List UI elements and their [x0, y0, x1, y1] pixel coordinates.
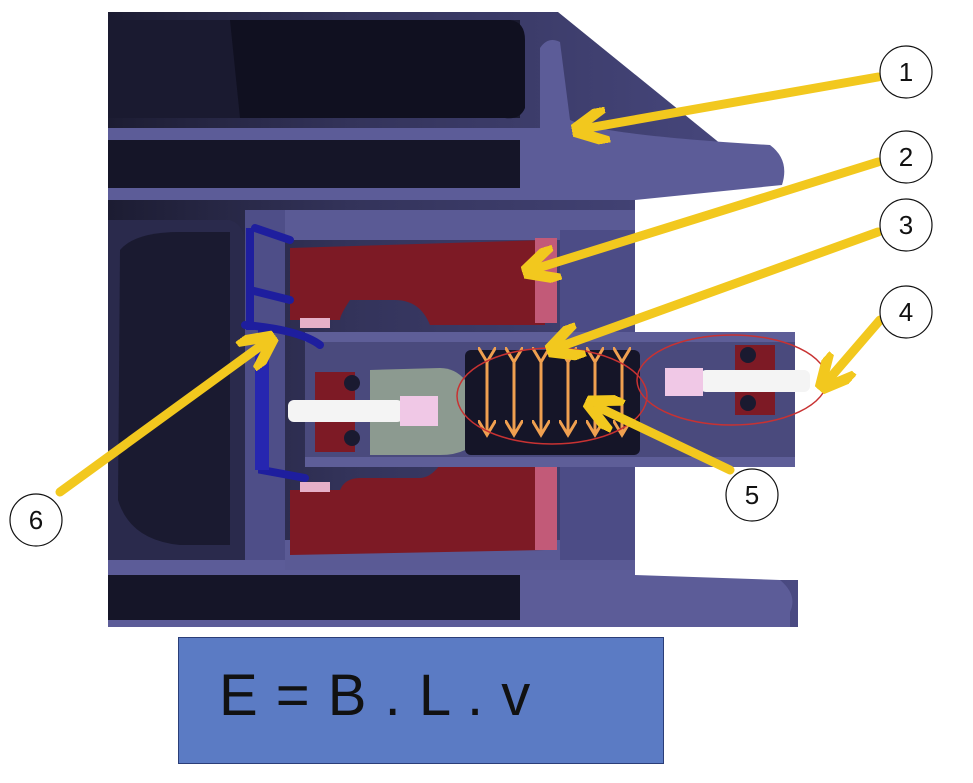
left-pin	[288, 400, 403, 422]
callout-1	[880, 46, 932, 98]
callout-label-1: 1	[898, 57, 914, 87]
callout-4	[880, 286, 932, 338]
callout-2	[880, 131, 932, 183]
callout-6	[10, 494, 62, 546]
callout-label-3: 3	[898, 210, 914, 240]
callout-5	[726, 469, 778, 521]
pole-piece-upper	[535, 238, 557, 323]
callout-label-2: 2	[898, 142, 914, 172]
callout-label-6: 6	[28, 505, 44, 535]
right-pin	[700, 370, 810, 392]
pointer-arrow-4	[830, 320, 880, 378]
callout-label-5: 5	[744, 480, 760, 510]
callout-label-4: 4	[898, 297, 914, 327]
pole-piece-lower	[535, 465, 557, 550]
coil-block	[465, 350, 640, 455]
formula-text: E = B . L . v	[219, 663, 532, 728]
formula-box	[178, 637, 664, 764]
callout-3	[880, 199, 932, 251]
central-core	[288, 332, 810, 467]
